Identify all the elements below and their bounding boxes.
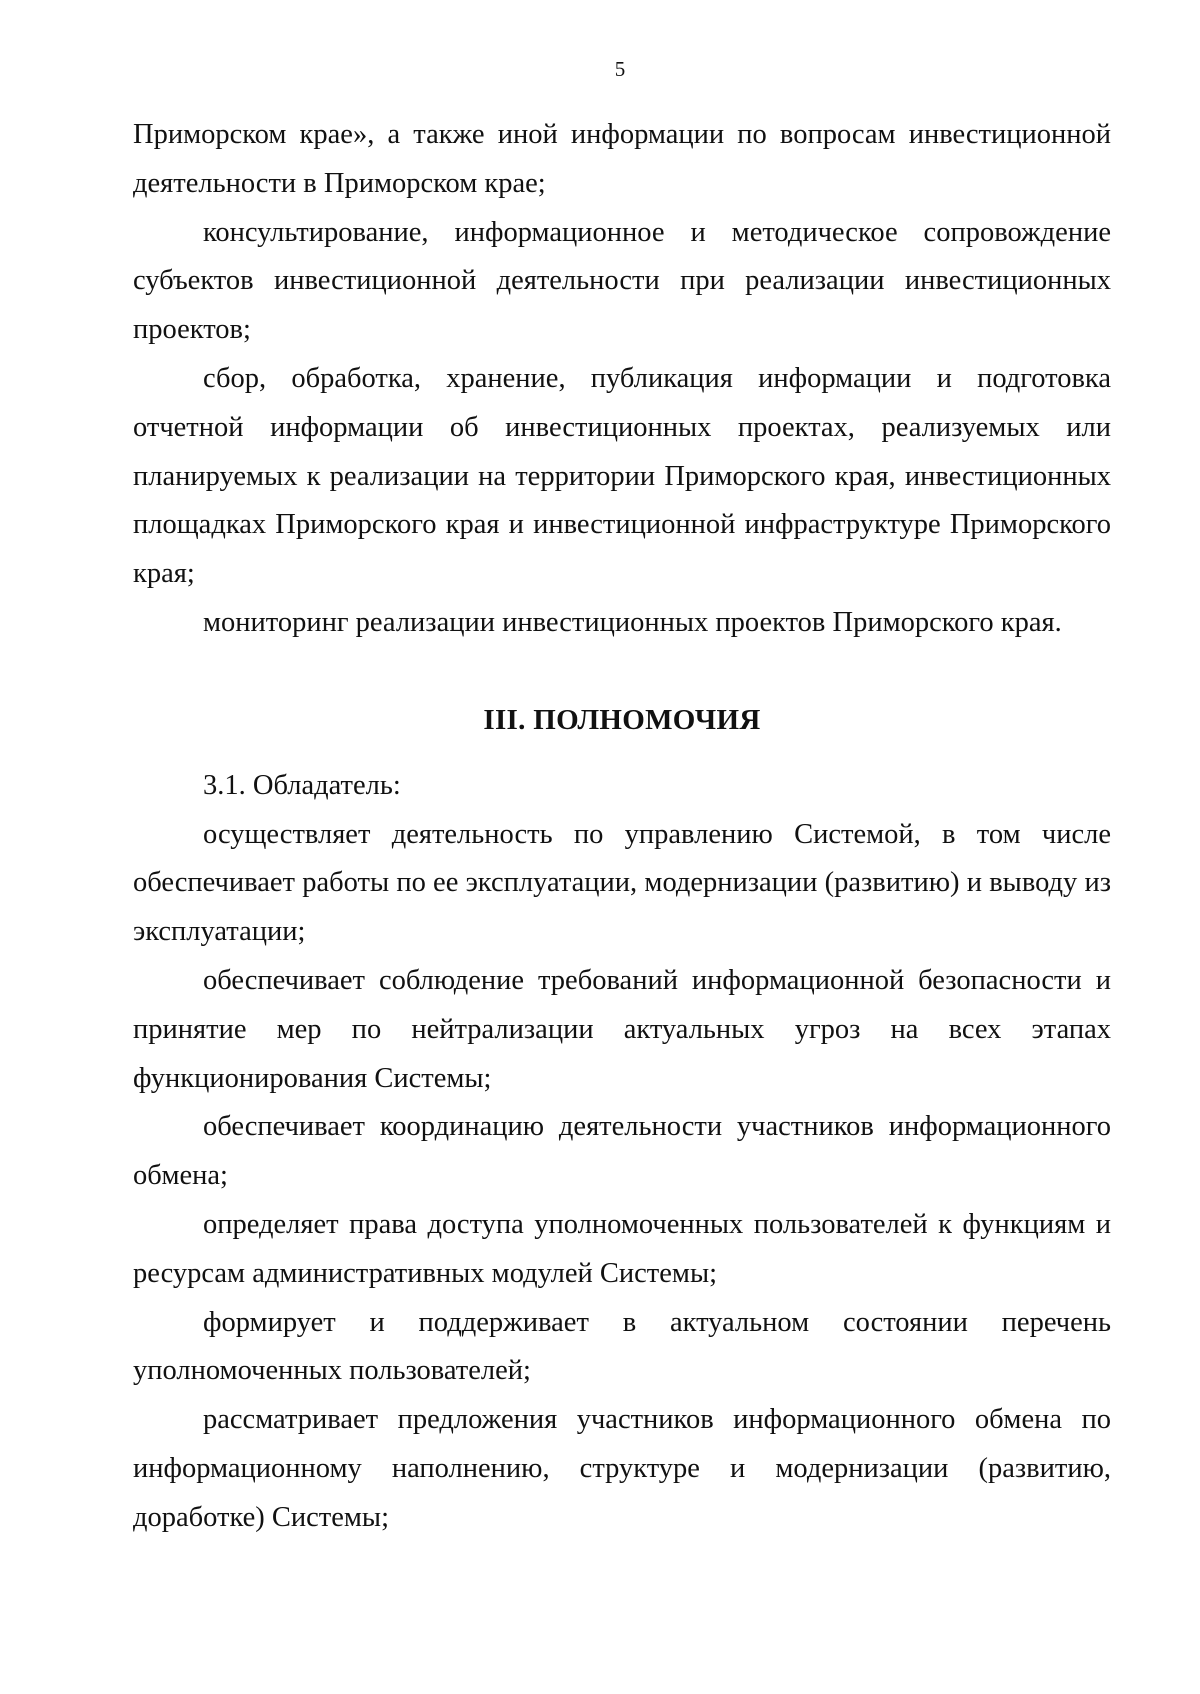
subsection-title: 3.1. Обладатель: xyxy=(203,769,401,801)
page-number: 5 xyxy=(614,57,626,81)
paragraph: обеспечивает соблюдение требований информационной безопасности и принятие мер по нейтрализации актуальных угроз на всех этапах функционирования Системы; xyxy=(133,964,1111,1094)
paragraph: определяет права доступа уполномоченных пользователей к функциям и ресурсам административных модулей Системы; xyxy=(133,1208,1111,1289)
paragraph: формирует и поддерживает в актуальном состоянии перечень уполномоченных пользователей; xyxy=(133,1306,1111,1387)
document-body xyxy=(133,111,1111,1543)
paragraph: консультирование, информационное и методическое сопровождение субъектов инвестиционной деятельности при реализации инвестиционных проектов; xyxy=(133,216,1111,346)
paragraph: осуществляет деятельность по управлению Системой, в том числе обеспечивает работы по ее эксплуатации, модернизации (развитию) и выводу из эксплуатации; xyxy=(133,818,1111,948)
paragraph: мониторинг реализации инвестиционных проектов Приморского края. xyxy=(203,606,1062,638)
paragraph: сбор, обработка, хранение, публикация информации и подготовка отчетной информации об инвестиционных проектах, реализуемых или планируемых к реализации на территории Приморского края, инвестиционных площадках Приморского края и инвестиционной инфраструктуре Приморского края; xyxy=(133,362,1111,590)
paragraph: Приморском крае», а также иной информации по вопросам инвестиционной деятельности в Приморском крае; xyxy=(133,119,1111,199)
paragraph: обеспечивает координацию деятельности участников информационного обмена; xyxy=(133,1111,1111,1192)
section-heading: III. ПОЛНОМОЧИЯ xyxy=(483,703,761,736)
paragraph: рассматривает предложения участников информационного обмена по информационному наполнению, структуре и модернизации (развитию, доработке) Системы; xyxy=(133,1404,1111,1533)
